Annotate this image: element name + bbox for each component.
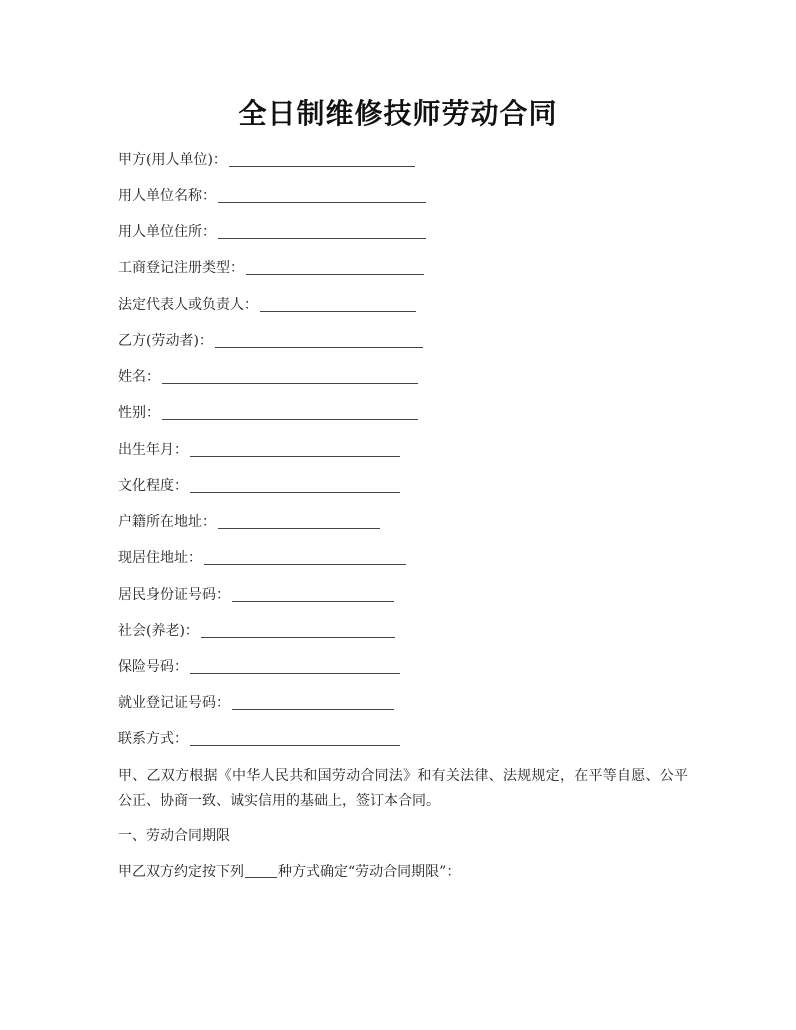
blank-line[interactable] xyxy=(190,442,400,457)
field-legal-representative xyxy=(118,295,416,315)
field-label: 出生年月： xyxy=(118,442,188,458)
field-employer xyxy=(118,150,415,170)
document-title: 全日制维修技师劳动合同 xyxy=(238,97,558,130)
field-id-number xyxy=(118,585,394,605)
field-label: 用人单位住所： xyxy=(118,224,216,240)
blank-line[interactable] xyxy=(218,514,380,529)
field-education xyxy=(118,476,400,496)
field-label: 户籍所在地址： xyxy=(118,514,216,530)
field-household-address xyxy=(118,512,380,532)
field-contact xyxy=(118,729,400,749)
blank-line[interactable] xyxy=(162,369,418,384)
field-label: 联系方式： xyxy=(118,731,188,747)
blank-line[interactable] xyxy=(204,550,406,565)
field-label: 文化程度： xyxy=(118,478,188,494)
field-name xyxy=(118,367,418,387)
field-label: 居民身份证号码： xyxy=(118,587,230,603)
field-birth-date xyxy=(118,440,400,460)
intro-paragraph: 甲、乙双方根据《中华人民共和国劳动合同法》和有关法律、法规规定，在平等自愿、公平公正、协商一致、诚实信用的基础上，签订本合同。 xyxy=(118,768,688,809)
field-label: 社会(养老)： xyxy=(118,623,199,639)
blank-line[interactable] xyxy=(218,224,426,239)
blank-line[interactable] xyxy=(201,623,395,638)
field-registration-type xyxy=(118,258,424,278)
term-line-before: 甲乙双方约定按下列 xyxy=(118,864,244,880)
blank-line[interactable] xyxy=(232,587,394,602)
field-label: 姓名： xyxy=(118,369,160,385)
field-social-insurance xyxy=(118,621,395,641)
field-employee xyxy=(118,331,423,351)
blank-line[interactable] xyxy=(190,659,400,674)
term-method-line xyxy=(118,862,460,882)
field-employment-registration xyxy=(118,693,394,713)
field-label: 乙方(劳动者)： xyxy=(118,333,213,349)
field-employer-name xyxy=(118,186,426,206)
blank-line[interactable] xyxy=(215,333,423,348)
field-current-address xyxy=(118,548,406,568)
field-label: 法定代表人或负责人： xyxy=(118,297,258,313)
blank-line[interactable] xyxy=(229,152,415,167)
field-label: 现居住地址： xyxy=(118,550,202,566)
blank-line[interactable] xyxy=(190,478,400,493)
field-label: 甲方(用人单位)： xyxy=(118,152,227,168)
blank-line[interactable] xyxy=(232,695,394,710)
blank-line[interactable] xyxy=(246,260,424,275)
field-label: 工商登记注册类型： xyxy=(118,260,244,276)
term-method-blank[interactable] xyxy=(245,863,277,878)
field-insurance-number xyxy=(118,657,400,677)
field-label: 用人单位名称： xyxy=(118,188,216,204)
blank-line[interactable] xyxy=(218,188,426,203)
field-label: 就业登记证号码： xyxy=(118,695,230,711)
field-label: 性别： xyxy=(118,405,160,421)
blank-line[interactable] xyxy=(162,405,418,420)
blank-line[interactable] xyxy=(190,731,400,746)
term-line-after: 种方式确定“劳动合同期限”： xyxy=(278,864,461,880)
field-employer-address xyxy=(118,222,426,242)
section-heading: 一、劳动合同期限 xyxy=(118,828,230,844)
field-label: 保险号码： xyxy=(118,659,188,675)
blank-line[interactable] xyxy=(260,297,416,312)
field-gender xyxy=(118,403,418,423)
